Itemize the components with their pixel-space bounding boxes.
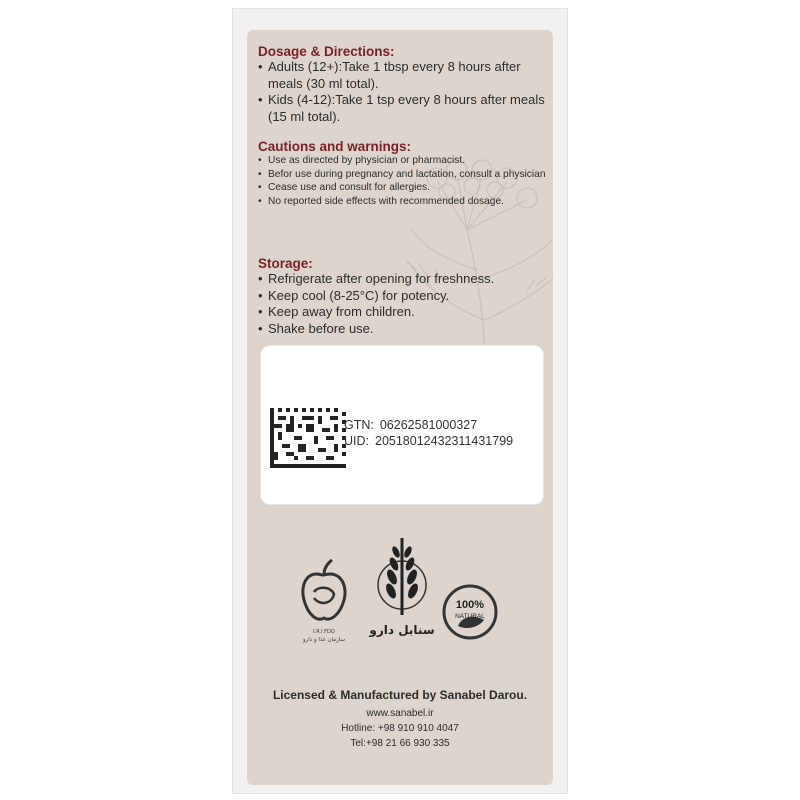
serial-codes	[344, 417, 513, 449]
natural-word: NATURAL	[455, 613, 485, 620]
datamatrix-code	[270, 408, 346, 468]
cautions-section	[258, 139, 548, 208]
list-item: • Keep away from children.	[258, 304, 548, 321]
hotline-text: Hotline: +98 910 910 4047	[341, 723, 459, 734]
gtn-label: GTN:	[344, 418, 374, 432]
list-item: • Use as directed by physician or pharmacist.	[258, 154, 548, 168]
list-item: • Cease use and consult for allergies.	[258, 181, 548, 195]
natural-badge	[444, 586, 496, 638]
uid-label: UID:	[344, 434, 369, 448]
list-item: • Kids (4-12):Take 1 tsp every 8 hours after meals (15 ml total).	[258, 92, 548, 125]
cautions-heading: Cautions and warnings:	[258, 139, 412, 154]
dosage-section	[258, 44, 548, 125]
storage-list	[258, 271, 548, 337]
list-item: • Befor use during pregnancy and lactation, consult a physician	[258, 168, 548, 182]
fda-logo	[303, 560, 345, 619]
dosage-list	[258, 59, 548, 125]
list-item: • Refrigerate after opening for freshness.	[258, 271, 548, 288]
fda-text: I.R.I.FDO	[313, 629, 335, 635]
sanabel-wheat-logo	[378, 538, 426, 615]
licensed-text: Licensed & Manufactured by Sanabel Darou.	[272, 688, 528, 702]
gtn-value: 06262581000327	[379, 418, 478, 432]
cautions-list	[258, 154, 548, 208]
sanabel-farsi: سنابل دارو	[369, 623, 435, 637]
certification-logos	[292, 530, 512, 660]
list-item: • No reported side effects with recommended dosage.	[258, 195, 548, 209]
natural-percent: 100%	[455, 599, 485, 611]
storage-heading: Storage:	[258, 256, 313, 271]
dosage-heading: Dosage & Directions:	[258, 44, 395, 59]
uid-value: 20518012432311431799	[375, 434, 514, 448]
list-item: • Keep cool (8-25°C) for potency.	[258, 288, 548, 305]
manufacturer-footer	[247, 688, 553, 751]
list-item: • Shake before use.	[258, 321, 548, 338]
fda-farsi: سازمان غذا و دارو	[302, 637, 346, 643]
website-text: www.sanabel.ir	[366, 708, 434, 719]
list-item: • Adults (12+):Take 1 tbsp every 8 hours after meals (30 ml total).	[258, 59, 548, 92]
storage-section	[258, 256, 548, 337]
gtn-row	[344, 417, 513, 433]
tel-text: Tel:+98 21 66 930 335	[350, 738, 450, 749]
uid-row	[344, 433, 513, 449]
